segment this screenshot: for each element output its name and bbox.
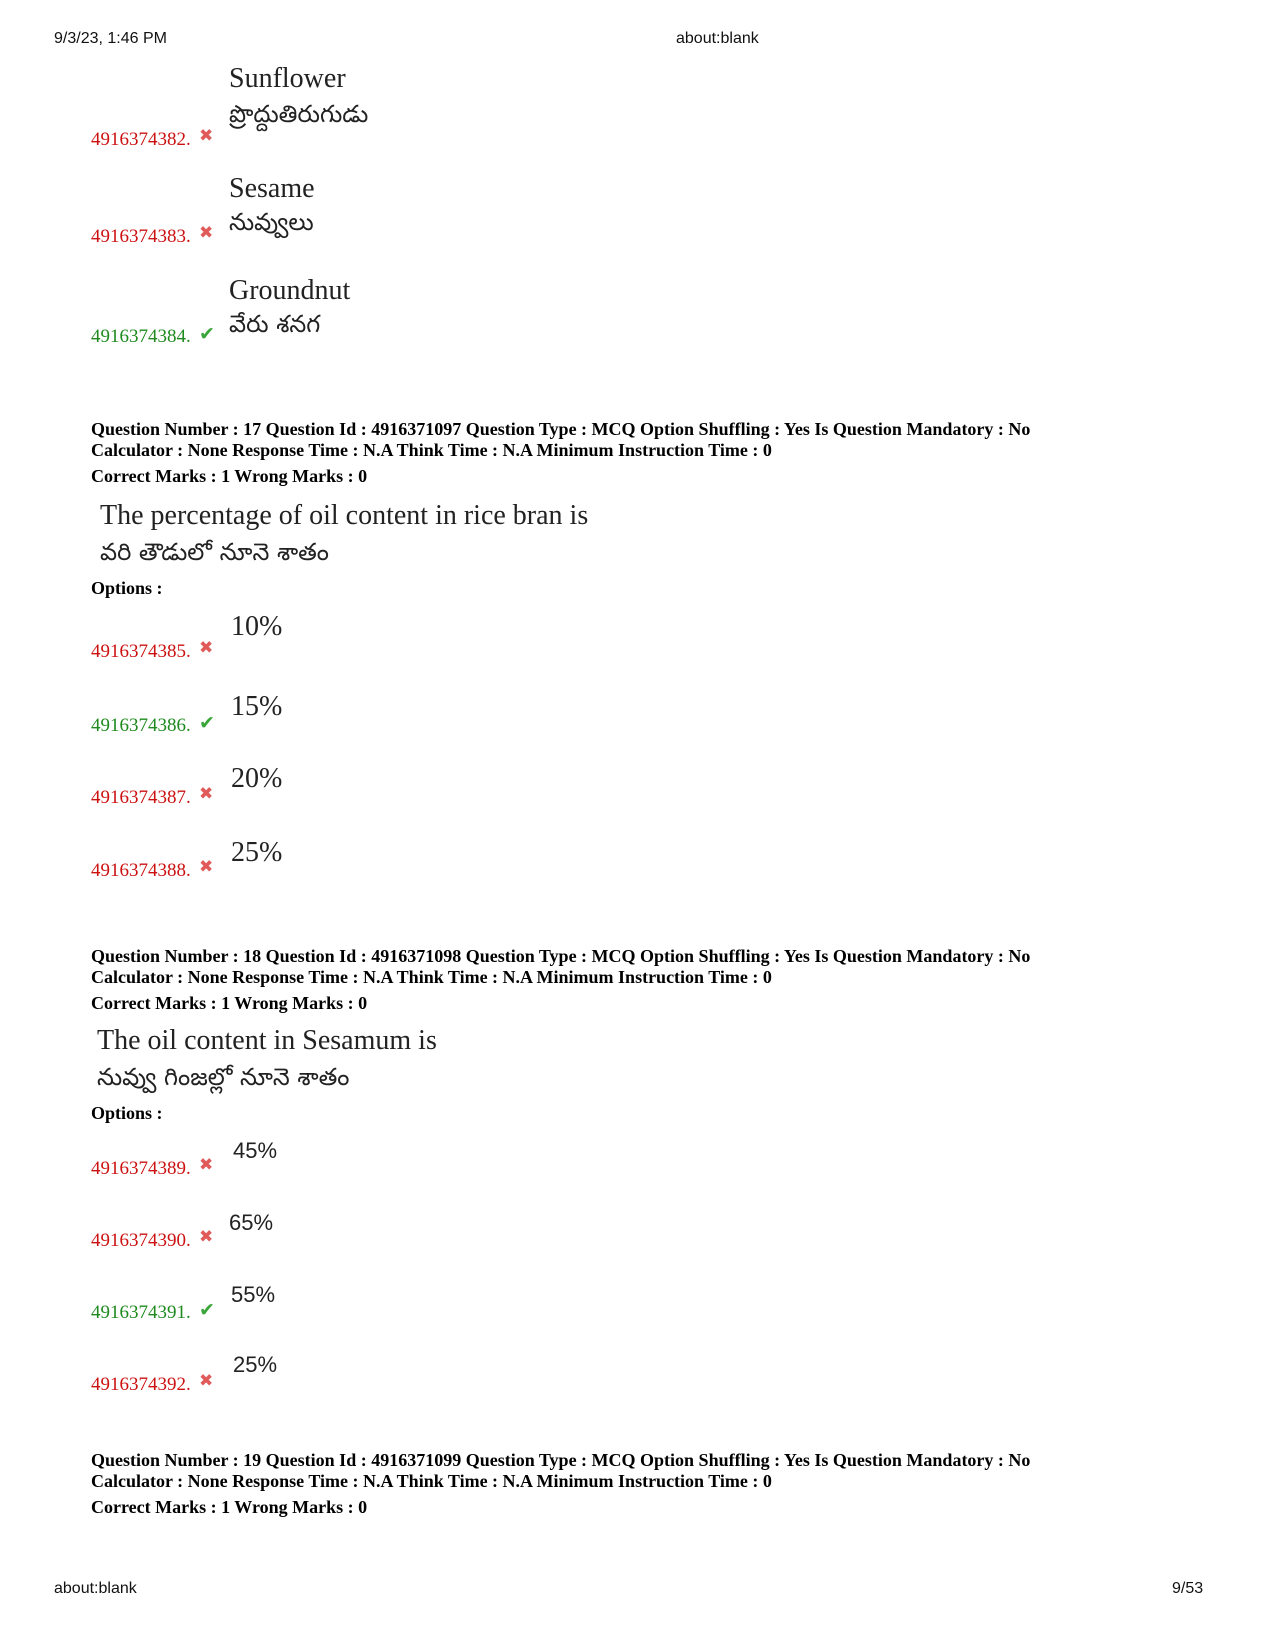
check-mark-icon: ✔ [199,712,215,734]
question-meta: Calculator : None Response Time : N.A Think Time : N.A Minimum Instruction Time : 0 [91,967,772,987]
footer-url: about:blank [54,1580,137,1597]
print-url: about:blank [676,30,759,47]
cross-mark-icon: ✖ [199,1371,214,1391]
option-id: 4916374384. [91,326,191,347]
question-text-en: The percentage of oil content in rice bran is [100,500,589,531]
option-value: 55% [231,1282,276,1307]
question-marks: Correct Marks : 1 Wrong Marks : 0 [91,993,368,1013]
option-id: 4916374389. [91,1158,191,1179]
option-text-te: ప్రొద్దుతిరుగుడు [229,100,369,128]
option-text-en: Sesame [229,173,315,204]
page-number: 9/53 [1172,1580,1204,1597]
option-text-en: Groundnut [229,275,351,306]
question-meta: Calculator : None Response Time : N.A Think Time : N.A Minimum Instruction Time : 0 [91,1471,772,1491]
option-value: 65% [229,1210,274,1235]
option-row [91,836,1191,926]
cross-mark-icon: ✖ [199,784,214,804]
cross-mark-icon: ✖ [199,126,214,146]
question-marks: Correct Marks : 1 Wrong Marks : 0 [91,1497,368,1517]
cross-mark-icon: ✖ [199,223,214,243]
option-id: 4916374392. [91,1374,191,1395]
cross-mark-icon: ✖ [199,1227,214,1247]
option-value: 25% [233,1352,278,1377]
options-label: Options : [91,1103,163,1123]
question-marks: Correct Marks : 1 Wrong Marks : 0 [91,466,368,486]
options-label: Options : [91,578,163,598]
question-text-te: వరి తౌడులో నూనె శాతం [100,538,329,566]
question-text-en: The oil content in Sesamum is [97,1025,437,1056]
print-datetime: 9/3/23, 1:46 PM [54,30,167,47]
option-id: 4916374391. [91,1302,191,1323]
option-id: 4916374388. [91,860,191,881]
option-id: 4916374387. [91,787,191,808]
question-text-te: నువ్వు గింజల్లో నూనె శాతం [97,1063,350,1091]
option-text-en: Sunflower [229,63,346,94]
question-meta: Question Number : 18 Question Id : 4916371098 Question Type : MCQ Option Shuffling : Yes Is Question Mandatory : No [91,946,1031,966]
option-value: 15% [231,691,283,722]
option-text-te: నువ్వులు [229,208,314,236]
option-id: 4916374383. [91,226,191,247]
option-row [91,274,1191,364]
option-id: 4916374386. [91,715,191,736]
question-meta: Question Number : 19 Question Id : 4916371099 Question Type : MCQ Option Shuffling : Yes Is Question Mandatory : No [91,1450,1031,1470]
option-row [91,610,1191,700]
option-id: 4916374385. [91,641,191,662]
check-mark-icon: ✔ [199,323,215,345]
check-mark-icon: ✔ [199,1299,215,1321]
option-id: 4916374390. [91,1230,191,1251]
cross-mark-icon: ✖ [199,857,214,877]
option-row [91,62,1191,152]
question-meta: Calculator : None Response Time : N.A Think Time : N.A Minimum Instruction Time : 0 [91,440,772,460]
option-value: 20% [231,763,283,794]
option-value: 45% [233,1138,278,1163]
cross-mark-icon: ✖ [199,1155,214,1175]
question-meta: Question Number : 17 Question Id : 4916371097 Question Type : MCQ Option Shuffling : Yes Is Question Mandatory : No [91,419,1031,439]
option-row [91,1352,1191,1442]
cross-mark-icon: ✖ [199,638,214,658]
option-id: 4916374382. [91,129,191,150]
option-row [91,172,1191,262]
option-value: 10% [231,611,283,642]
option-value: 25% [231,837,283,868]
option-text-te: వేరు శనగ [229,310,321,338]
